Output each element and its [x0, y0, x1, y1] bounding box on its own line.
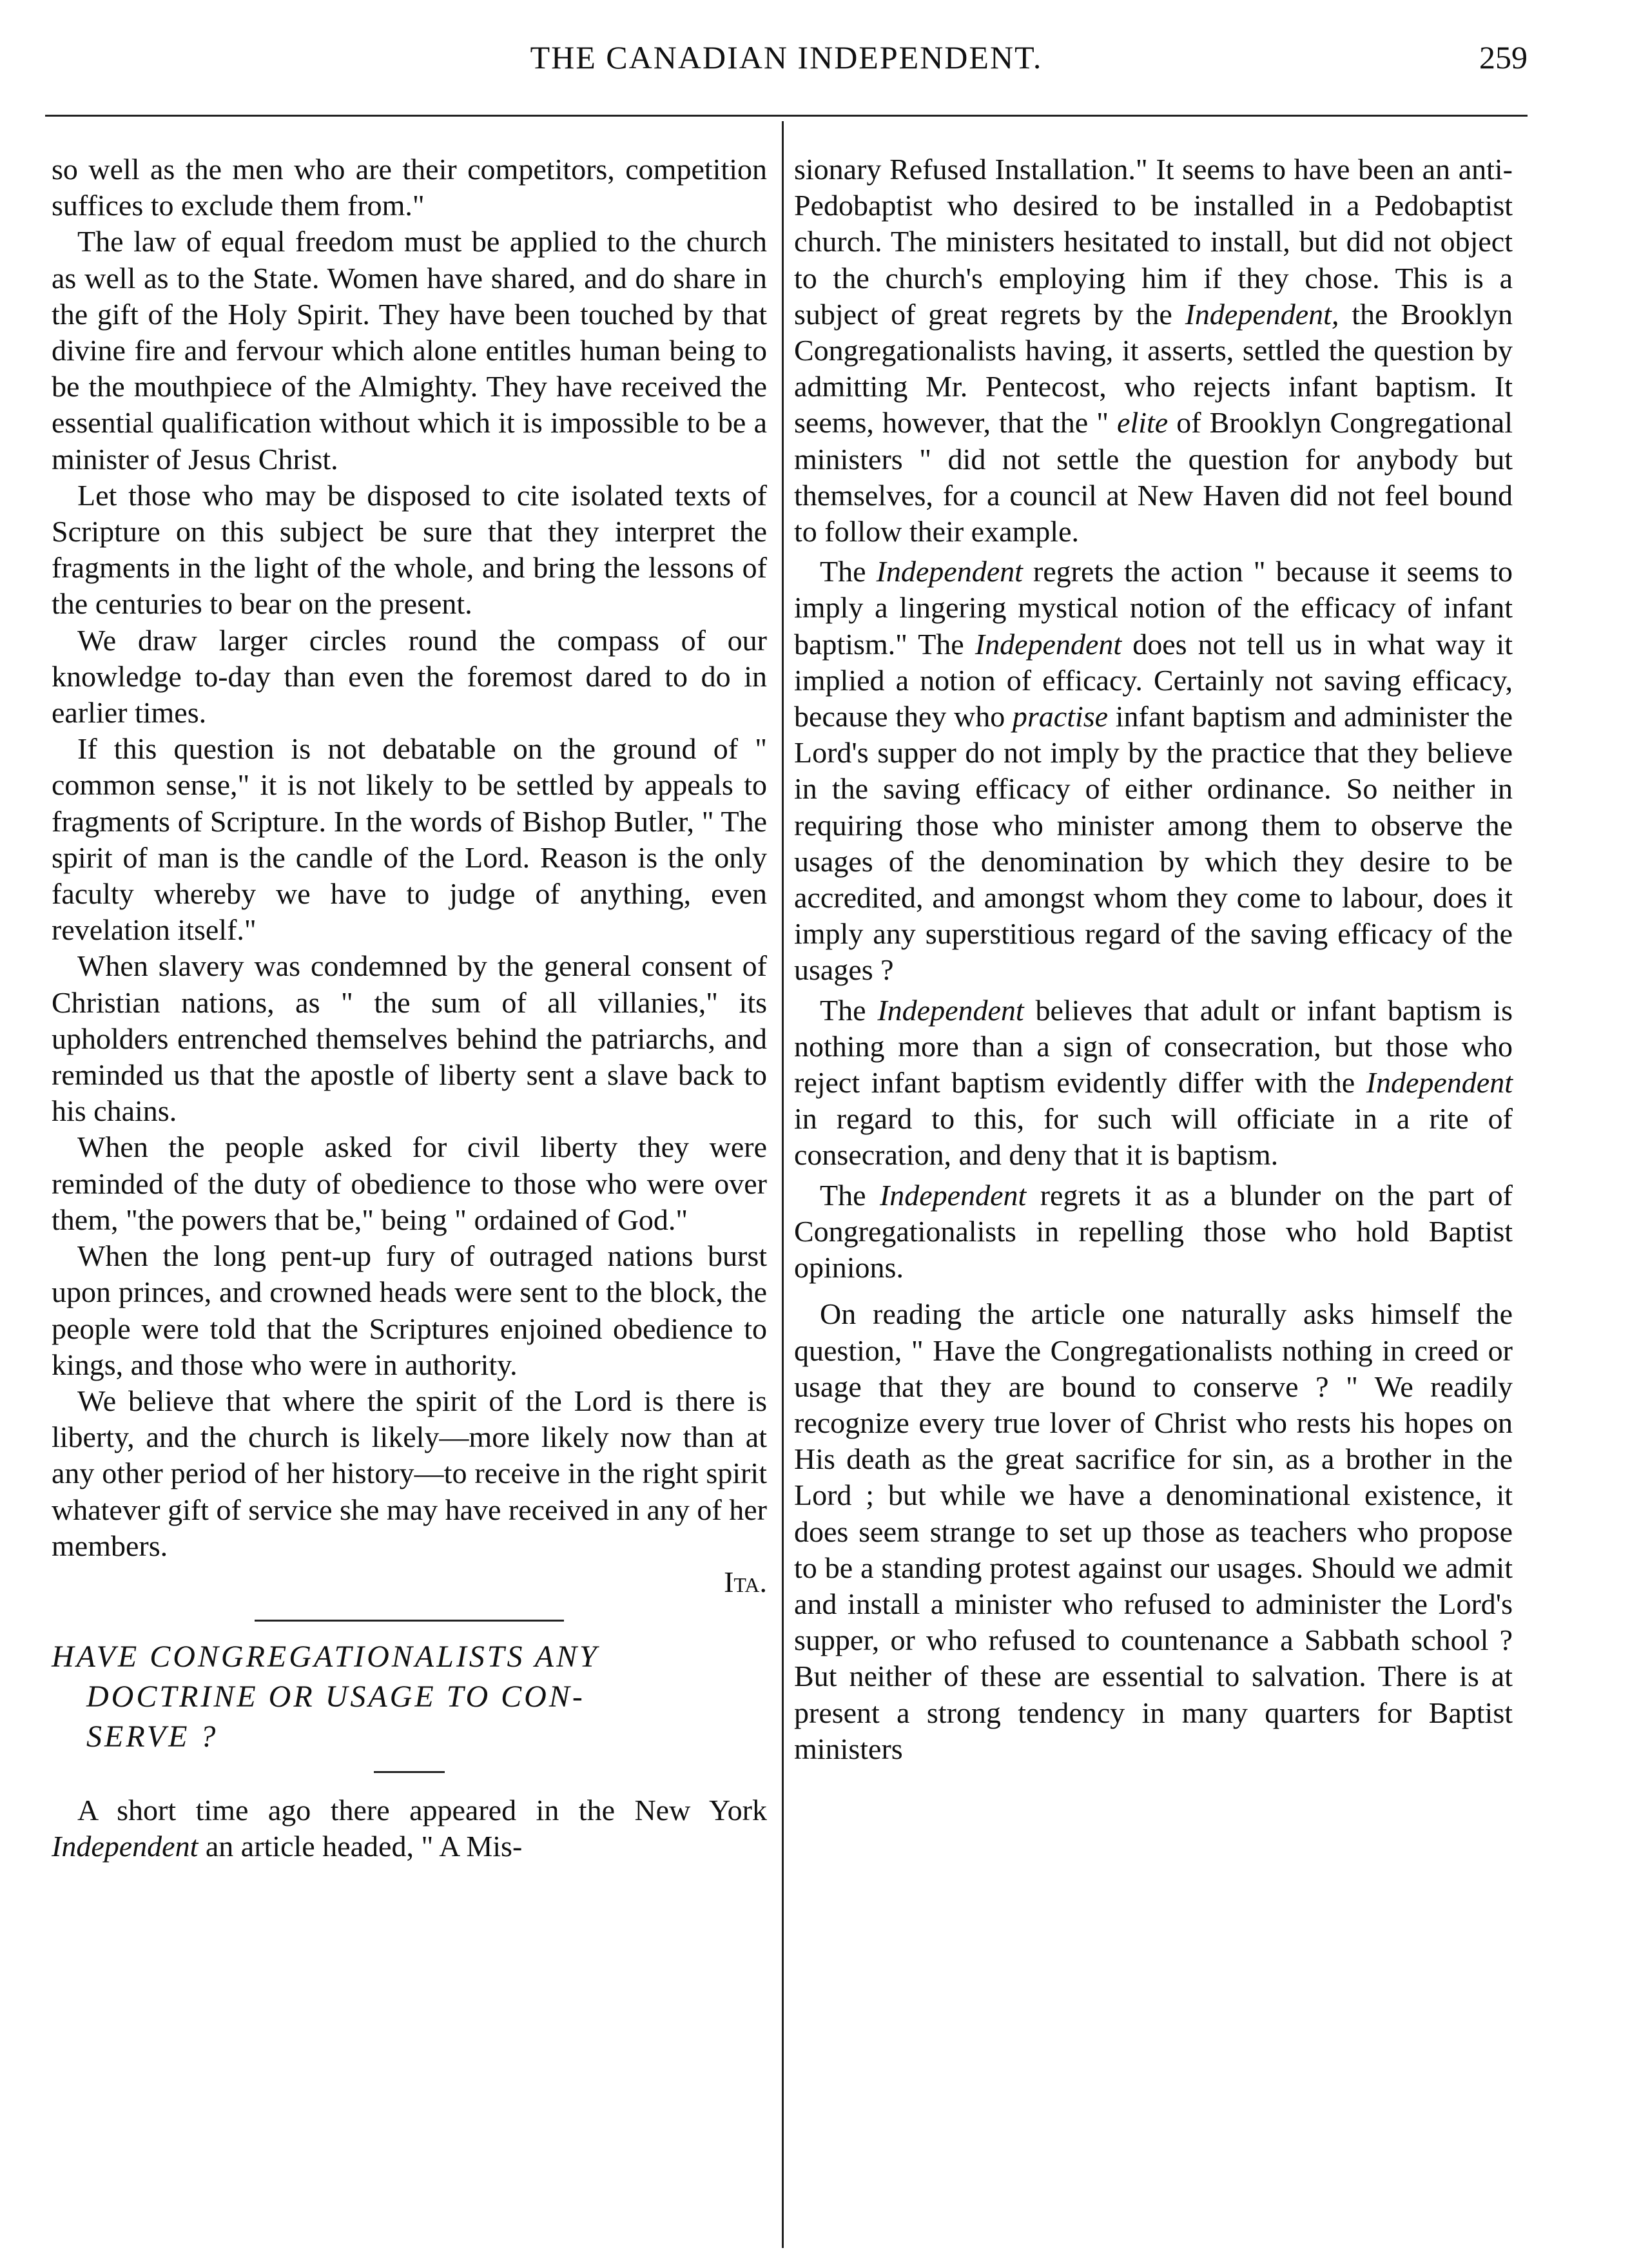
italic-text: Independent: [877, 993, 1024, 1027]
text-run: infant baptism and administer the Lord's supper do not imply by the practice that they believe in the saving efficacy of either ordinance. So neither in requiring those who minister among them to observe the usages of the denomination by which they desire to be accredited, and amongst whom they come to labour, does it imply any superstitious regard of the saving efficacy of the usages ?: [794, 700, 1513, 987]
section-rule: [255, 1620, 564, 1622]
text-run: does not tell us in what way it implied a notion of efficacy. Certainly not saving efficacy, because they who: [794, 627, 1513, 733]
right-column: [794, 151, 1513, 1767]
italic-text: elite: [1117, 406, 1169, 440]
italic-text: Independent,: [1185, 297, 1339, 331]
paragraph: We believe that where the spirit of the Lord is there is liberty, and the church is likely—more likely now than at any other period of her history—to receive in the right spirit whatever gift of service she may have received in any of her members.: [52, 1384, 767, 1562]
article-heading: [52, 1637, 767, 1757]
paragraph: On reading the article one naturally asks himself the question, " Have the Congregationalists nothing in creed or usage that they are bound to conserve ? " We readily recognize every true lover of Christ who rests his hopes on His death as the great sacrifice for sin, as a brother in the Lord ; but while we have a denominational existence, it does seem strange to set up those as teachers who propose to be a standing protest against our usages. Should we admit and install a minister who refused to administer the Lord's supper, or who refused to countenance a Sabbath school ? But neither of these are essential to salvation. There is at present a strong tendency in many quarters for Baptist ministers: [794, 1297, 1513, 1765]
text-run: regrets it as a blunder on the part of Congregationalists in repelling those who hold Baptist opinions.: [794, 1178, 1513, 1284]
paragraph: When the people asked for civil liberty they were reminded of the duty of obedience to those who were over them, "the powers that be," being " ordained of God.": [52, 1130, 767, 1236]
paragraph: When the long pent-up fury of outraged nations burst upon princes, and crowned heads were sent to the block, the people were told that the Scriptures enjoined obedience to kings, and those who were in authority.: [52, 1239, 767, 1381]
italic-text: Independent: [975, 627, 1122, 661]
running-header: [45, 39, 1528, 84]
italic-text: Independent: [879, 1178, 1027, 1212]
italic-text: Independent: [876, 555, 1023, 588]
paragraph: If this question is not debatable on the ground of " common sense," it is not likely to be settled by appeals to fragments of Scripture. In the words of Bishop Butler, " The spirit of man is the candle of the Lord. Reason is the only faculty whereby we have to judge of anything, even revelation itself.": [52, 732, 767, 947]
paragraph: [794, 151, 1513, 550]
heading-rule: [374, 1771, 445, 1773]
header-rule: [45, 115, 1528, 117]
heading-line: SERVE ?: [86, 1720, 218, 1754]
paragraph: When slavery was condemned by the general consent of Christian nations, as " the sum of all villanies," its upholders entrenched themselves behind the patriarchs, and reminded us that the apostle of liberty sent a slave back to his chains.: [52, 949, 767, 1128]
heading-line: DOCTRINE OR USAGE TO CON-: [86, 1680, 585, 1714]
text-run: the Brooklyn Congregationalists having, it asserts, settled the question by admitting Mr. Pentecost, who rejects infant baptism. It seems, however, that the ": [794, 297, 1513, 440]
italic-text: practise: [1012, 700, 1109, 733]
author-signature: Ita.: [724, 1565, 767, 1598]
left-column: [52, 151, 767, 1865]
column-divider: [782, 121, 784, 2248]
journal-title: THE CANADIAN INDEPENDENT.: [530, 39, 1043, 75]
article-intro: [52, 1792, 767, 1865]
paragraph: so well as the men who are their competitors, competition suffices to exclude them from.": [52, 153, 767, 222]
paragraph: The law of equal freedom must be applied to the church as well as to the State. Women have shared, and do share in the gift of the Holy Spirit. They have been touched by that divine fire and fervour which alone entitles human being to be the mouthpiece of the Almighty. They have received the essential qualification without which it is impossible to be a minister of Jesus Christ.: [52, 225, 767, 476]
text-run: believes that adult or infant baptism is nothing more than a sign of consecration, but those who reject infant baptism evidently differ with the: [794, 993, 1513, 1100]
text-run: sionary Refused Installation." It seems to have been an anti-Pedobaptist who desired to be installed in a Pedobaptist church. The ministers hesitated to install, but did not object to the church's employing him if they chose. This is a subject of great regrets by the: [794, 153, 1513, 331]
text-run: an article headed, " A Mis-: [198, 1830, 523, 1863]
text-run: in regard to this, for such will officiate in a rite of consecration, and deny that it is baptism.: [794, 1102, 1513, 1172]
paragraph: We draw larger circles round the compass of our knowledge to-day than even the foremost dared to do in earlier times.: [52, 623, 767, 730]
paragraph: Let those who may be disposed to cite isolated texts of Scripture on this subject be sure that they interpret the fragments in the light of the whole, and bring the lessons of the centuries to bear on the present.: [52, 478, 767, 621]
text-run: The: [820, 555, 877, 588]
page-number: 259: [1479, 39, 1528, 75]
paragraph: [794, 993, 1513, 1174]
text-run: The: [820, 993, 878, 1027]
paragraph: [794, 554, 1513, 988]
italic-text: Independent: [1366, 1066, 1513, 1100]
text-run: A short time ago there appeared in the New York: [77, 1794, 767, 1827]
text-run: regrets the action " because it seems to imply a lingering mystical notion of the efficacy of infant baptism." The: [794, 555, 1513, 661]
text-run: of Brooklyn Congregational ministers " did not settle the question for anybody but themselves, for a council at New Haven did not feel bound to follow their example.: [794, 406, 1513, 548]
paragraph: [794, 1178, 1513, 1286]
heading-line: HAVE CONGREGATIONALISTS ANY: [52, 1640, 599, 1674]
italic-text: Independent: [52, 1830, 199, 1863]
text-run: The: [820, 1178, 880, 1212]
